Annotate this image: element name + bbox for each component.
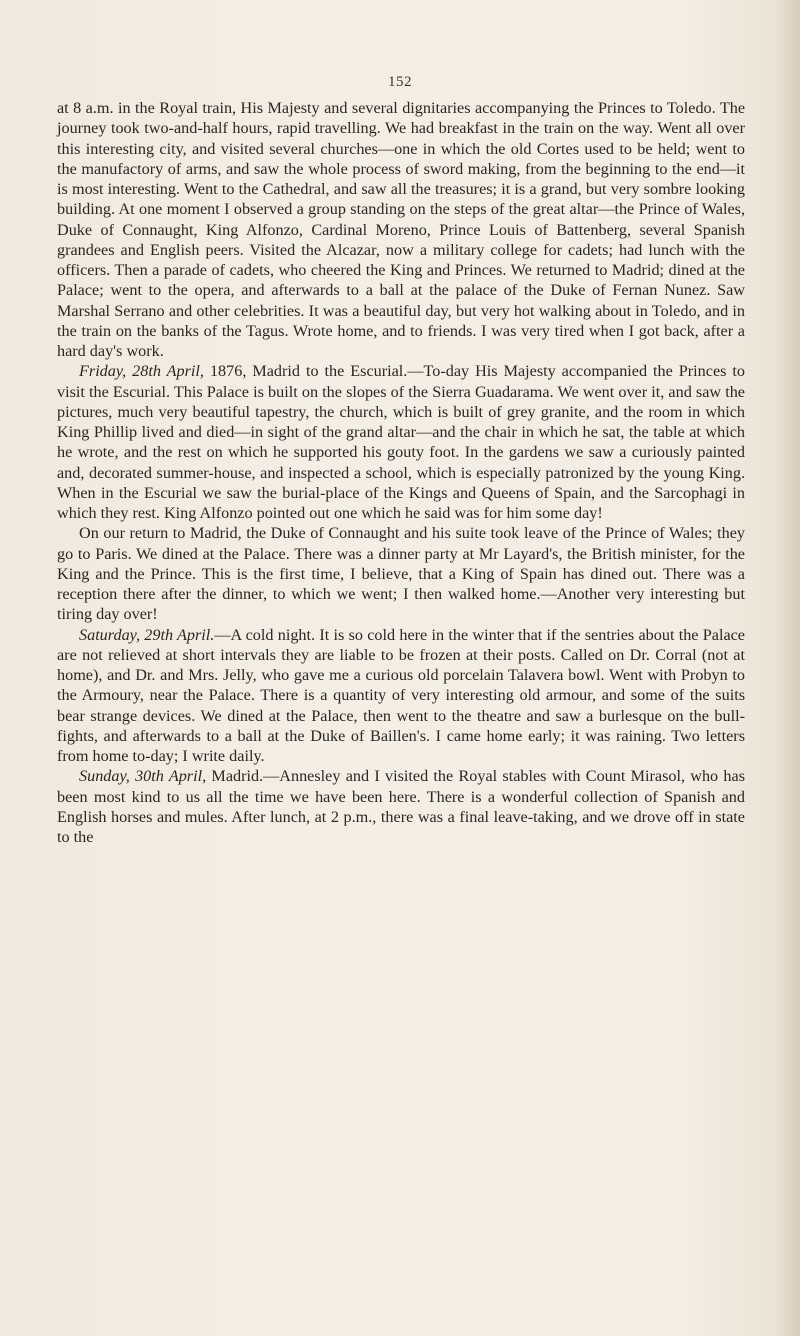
paragraph-text: Madrid.—Annesley and I visited the Royal stables with Count Mirasol, who has been most kind to us all the time we have been here. There is a wonderful collection of Spanish and English horses and mules. After lunch, at 2 p.m., there was a final leave-taking, and we drove off in state to the	[57, 767, 745, 846]
body-text	[57, 98, 745, 847]
paragraph-text: —A cold night. It is so cold here in the winter that if the sentries about the Palace are not relieved at short intervals they are liable to be frozen at their posts. Called on Dr. Corral (not at home), and Dr. and Mrs. Jelly, who gave me a curious old porcelain Talavera bowl. Went with Probyn to the Armoury, near the Palace. There is a quantity of very interesting old armour, and some of the suits bear strange devices. We dined at the Palace, then went to the theatre and saw a burlesque on the bull-fights, and afterwards to a ball at the Duke of Baillen's. I came home early; it was raining. Two letters from home to-day; I write daily.	[57, 625, 745, 765]
paragraph-escurial	[57, 361, 745, 523]
entry-date: Sunday, 30th April,	[79, 767, 207, 786]
paragraph-saturday	[57, 625, 745, 767]
entry-date: Saturday, 29th April.	[79, 625, 215, 644]
paragraph-sunday	[57, 766, 745, 847]
paragraph-return-madrid	[57, 523, 745, 624]
paragraph-text: On our return to Madrid, the Duke of Connaught and his suite took leave of the Prince of Wales; they go to Paris. We dined at the Palace. There was a dinner party at Mr Layard's, the British minister, for the King and the Prince. This is the first time, I believe, that a King of Spain has dined out. There was a reception there after the dinner, to which we went; I then walked home.—Another very interesting but tiring day over!	[57, 524, 745, 624]
paragraph-toledo	[57, 98, 745, 361]
paragraph-text: at 8 a.m. in the Royal train, His Majesty and several dignitaries accompanying the Princes to Toledo. The journey took two-and-half hours, rapid travelling. We had breakfast in the train on the way. Went all over this interesting city, and visited several churches—one in which the old Cortes used to be held; went to the manufactory of arms, and saw the whole process of sword making, from the beginning to the end—it is most interesting. Went to the Cathedral, and saw all the treasures; it is a grand, but very sombre looking building. At one moment I observed a group standing on the steps of the great altar—the Prince of Wales, Duke of Connaught, King Alfonzo, Cardinal Moreno, Prince Louis of Battenberg, several Spanish grandees and English peers. Visited the Alcazar, now a military college for cadets; had lunch with the officers. Then a parade of cadets, who cheered the King and Princes. We returned to Madrid; dined at the Palace; went to the opera, and afterwards to a ball at the palace of the Duke of Fernan Nunez. Saw Marshal Serrano and other celebrities. It was a beautiful day, but very hot walking about in Toledo, and in the train on the banks of the Tagus. Wrote home, and to friends. I was very tired when I got back, after a hard day's work.	[57, 99, 745, 360]
page-number: 152	[388, 74, 412, 90]
entry-date: Friday, 28th April,	[79, 362, 204, 381]
page-edge-shadow	[774, 0, 800, 1336]
paragraph-text: 1876, Madrid to the Escurial.—To-day His Majesty accompanied the Princes to visit the Escurial. This Palace is built on the slopes of the Sierra Guadarama. We went over it, and saw the pictures, much very beautiful tapestry, the church, which is built of grey granite, and the room in which King Phillip lived and died—in sight of the grand altar—and the chair in which he sat, the table at which he wrote, and the rest on which he supported his gouty foot. In the gardens we saw a curiously painted and, decorated summer-house, and inspected a school, which is especially patronized by the young King. When in the Escurial we saw the burial-place of the Kings and Queens of Spain, and the Sarcophagi in which they rest. King Alfonzo pointed out one which he said was for him some day!	[57, 362, 745, 522]
